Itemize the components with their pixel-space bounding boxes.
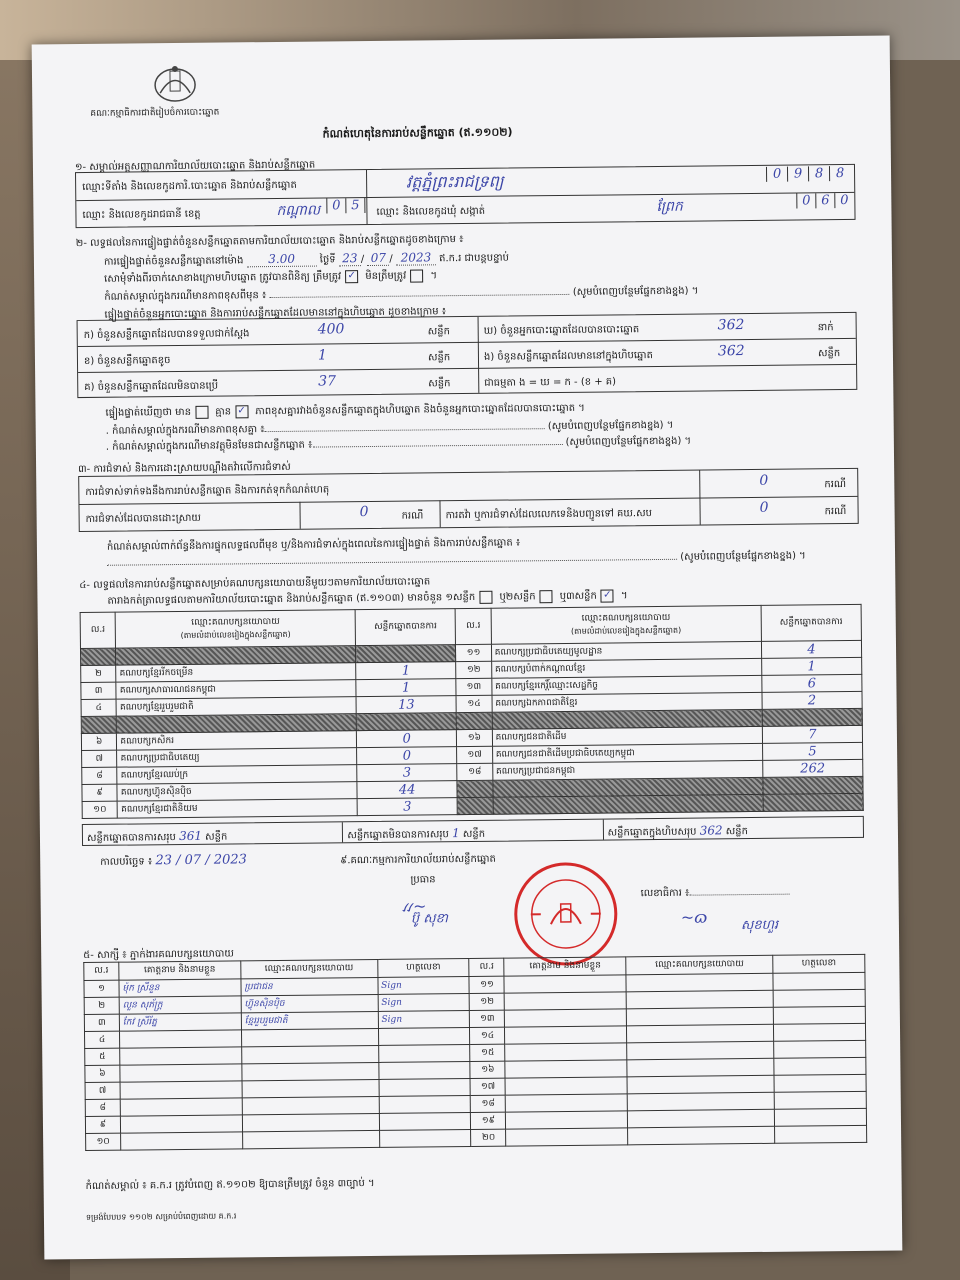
has-diff-checkbox[interactable] (195, 405, 208, 418)
witness-name (505, 1026, 627, 1044)
witness-party (242, 1079, 379, 1097)
row-number: ១៧ (457, 746, 493, 763)
shaded-cell (356, 645, 456, 663)
witness-party (242, 1130, 379, 1148)
witness-name (504, 975, 626, 993)
province-value: កណ្តាល (276, 202, 321, 219)
chair-name: ប៊ូ សុខា (410, 911, 449, 927)
count-table: ក) ចំនួនសន្លឹកឆ្នោតដែលបានទទួលជាក់ស្តែង 400 សន្លឹក ខ) ចំនួនសន្លឹកឆ្នោតខូច 1 សន្លឹក គ) ចំនួនសន្លឹកឆ្នោតដែលមិនបានប្រើ 37 សន្លឹក ឃ) ចំនួនអ្នកបោះឆ្នោតដែលបានបោះឆ្នោត 362 នាក់ ង) ចំនួនសន្លឹកឆ្នោតដែលមាននៅក្នុងហិបឆ្នោត 362 សន្លឹក ជាធម្មតា ង = ឃ = ក - (ខ + គ) (77, 312, 858, 398)
witness-name (120, 1098, 242, 1116)
total-invalid: 1 (451, 826, 460, 841)
voters-label: ឃ) ចំនួនអ្នកបោះឆ្នោតដែលបានបោះឆ្នោត (483, 324, 640, 337)
row-number: ២០ (471, 1129, 506, 1146)
witness-party (627, 1058, 774, 1077)
witness-party: ខ្មែររួបរួមជាតិ (241, 1011, 378, 1029)
unused-value: 37 (318, 373, 337, 390)
spoiled-value: 1 (317, 347, 327, 364)
row-number: ៤ (81, 699, 117, 716)
witness-signature (774, 1108, 866, 1126)
witness-party (242, 1062, 379, 1080)
row-number: ១០ (82, 801, 118, 818)
sheet-count-line: តារាងកត់ត្រាលទ្ធផលតាមការិយាល័យបោះឆ្នោត និងរាប់សន្លឹកឆ្នោត (ឥ.១១០៣) មានចំនួន ១សន្លឹក ឬ២សន្លឹក ឬ៣សន្លឹក ✓ ។ (107, 588, 628, 607)
witness-name (505, 1043, 627, 1061)
shaded-cell (457, 780, 493, 797)
witness-signature (774, 1057, 866, 1075)
vote-count: 3 (357, 764, 457, 782)
witness-signature: Sign (378, 993, 470, 1011)
formula: ជាធម្មតា ង = ឃ = ក - (ខ + គ) (484, 376, 617, 389)
witness-name: លួន សុភ័ក្ត្រ (119, 996, 241, 1014)
totals-row: សន្លឹកឆ្នោតបានការសរុប 361 សន្លឹក សន្លឹកឆ្នោតមិនបានការសរុប 1 សន្លឹក សន្លឹកឆ្នោតក្នុងហិបសរុប 362 សន្លឹក (82, 816, 864, 846)
objection-value: 0 (759, 472, 769, 489)
row-number: ១៧ (470, 1078, 505, 1095)
vote-count: 2 (762, 691, 862, 709)
royal-emblem-icon (150, 63, 200, 104)
witness-party (627, 1041, 774, 1060)
witness-name (121, 1132, 243, 1150)
row-number: ១០ (86, 1133, 121, 1150)
party-name: គណបក្សខ្មែរឈប់ក្រ (117, 765, 357, 785)
witness-table: ល.រ គោត្តនាម និងនាមខ្លួន ឈ្មោះគណបក្សនយោបាយ ហត្ថលេខា ល.រ គោត្តនាម និងនាមខ្លួន ឈ្មោះគណបក្សនយោបាយ ហត្ថលេខា ១ ម៉ុក ស្រីនួន ប្រជាជន Sign ១១ ២ លួន សុភ័ក្ត្រ ហ៊្វុនស៊ិនប៉ិច Sign ១២ ៣ កែវ ស្រីរ័ត្ន ខ្មែររួបរួមជាតិ Sign ១៣ ៤ ១៤ ៥ ១៥ ៦ ១៦ ៧ ១៧ ៨ ១៨ ៩ ១៩ ១០ ២០ (83, 954, 867, 1151)
row-number: ១២ (470, 993, 505, 1010)
official-stamp (510, 858, 621, 969)
vote-count: 3 (357, 798, 457, 816)
row-number: ១៥ (470, 1044, 505, 1061)
vote-count: 4 (761, 640, 861, 658)
verify-time-line: ការផ្ទៀងផ្ទាត់ចំនួនសន្លឹកឆ្នោតនៅម៉ោង 3.00 ថ្ងៃទី 23 / 07 / 2023 ឥ.ក.រ ជាបន្តបន្ទាប់ (103, 250, 510, 268)
committee-label: ៩.គណៈកម្មការការិយាល័យរាប់សន្លឹកឆ្នោត (340, 853, 496, 867)
province-code: 0 5 (326, 198, 365, 213)
object-note: . កំណត់សម្គាល់ក្នុងករណីមានវត្ថុមិនមែនជាសន្លឹកឆ្នោត ៖ (សូមបំពេញបន្ថែមផ្នែកខាងខ្នង) ។ (105, 435, 692, 453)
shaded-cell (356, 713, 456, 731)
witness-signature (774, 1091, 866, 1109)
row-number: ១ (84, 980, 119, 997)
unused-label: គ) ចំនួនសន្លឹកឆ្នោតដែលមិនបានប្រើ (84, 380, 219, 393)
witness-name (506, 1128, 628, 1146)
row-number: ១១ (469, 976, 504, 993)
party-name: គណបក្សសាធារណជនកម្ពុជា (116, 680, 356, 700)
witness-name (505, 1009, 627, 1027)
witness-name (505, 1077, 627, 1095)
footer-note: កំណត់សម្គាល់ ៖ គ.ក.រ ត្រូវបំពេញ ឥ.១១០២ ឱ្យបានត្រឹមត្រូវ ចំនួន ៣ច្បាប់ ។ (85, 1177, 375, 1193)
section1-heading: ១- សម្គាល់អត្តសញ្ញាណការិយាល័យបោះឆ្នោត និងរាប់សន្លឹកឆ្នោត (74, 159, 316, 174)
seal-check-line: សោមុំទាំងពីរចាក់សោខាងក្រោមហិបឆ្នោត ត្រូវបានពិនិត្យ ត្រឹមត្រូវ ✓ មិនត្រឹមត្រូវ ។ (104, 269, 438, 285)
witness-name (119, 1030, 241, 1048)
party-name: គណបក្សឯកភាពជាតិខ្មែរ (492, 692, 762, 712)
note-line: កំណត់សម្គាល់ក្នុងករណីមានភាពខុសពីមុន ៖ (សូមបំពេញបន្ថែមផ្នែកខាងខ្នង) ។ (104, 285, 699, 303)
witness-party (241, 1045, 378, 1063)
seal-not-checkbox[interactable] (410, 269, 423, 282)
witness-name (120, 1064, 242, 1082)
row-number: ១៣ (456, 678, 492, 695)
secretary-label: លេខាធិការ ៖ (641, 885, 790, 902)
count-intro: ផ្ទៀងផ្ទាត់ចំនួនអ្នកបោះឆ្នោត និងការរាប់សន្លឹកឆ្នោតដែលមាននៅក្នុងហិបឆ្នោត ដូចខាងក្រោម ៖ (104, 306, 447, 321)
row-number: ៩ (85, 1116, 120, 1133)
secretary-name: សុខហួរ (740, 917, 779, 934)
objection-table: ការជំទាស់ទាក់ទងនឹងការរាប់សន្លឹកឆ្នោត និងការកត់ទុកកំណត់ហេតុ 0 ករណី ការជំទាស់ដែលបានដោះស្រាយ 0 ករណី ការតវ៉ា ឬការជំទាស់ដែលលេកទេនិងបញ្ជូនទៅ គឃ.សប 0 ករណី (78, 468, 859, 532)
witness-party (627, 1075, 774, 1094)
shaded-cell (81, 716, 117, 733)
results-table: ល.រ ឈ្មោះគណបក្សនយោបាយ (តាមលំដាប់លេខរៀងក្នុងសន្លឹកឆ្នោត) សន្លឹកឆ្នោតបានការ ល.រ ឈ្មោះគណបក្សនយោបាយ (តាមលំដាប់លេខរៀងក្នុងសន្លឹកឆ្នោត) សន្លឹកឆ្នោតបានការ ១១ គណបក្សប្រជាធិបតេយ្យមូលដ្ឋាន 4 ២ គណបក្សខ្មែររីកចម្រើន 1 ១២ គណបក្សបំពាក់កណ្តាលខ្មែរ 1 ៣ គណបក្សសាធារណជនកម្ពុជា 1 ១៣ គណបក្សខ្មែរកេរ្តិ៍ឈ្មោះសេដ្ឋកិច្ច 6 ៤ គណបក្សខ្មែររួបរួមជាតិ 13 ១៤ គណបក្សឯកភាពជាតិខ្មែរ 2 ៦ គណបក្សកសិករ 0 ១៦ គណបក្សជនជាតិដើម 7 ៧ គណបក្សប្រជាធិបតេយ្យ 0 ១៧ គណបក្សជនជាតិដើមប្រជាធិបតេយ្យកម្ពុជា 5 ៨ គណបក្សខ្មែរឈប់ក្រ 3 ១៨ គណបក្សប្រជាជនកម្ពុជា 262 ៩ គណបក្សហ៊្វុនស៊ិនប៉ិច 44 ១០ គណបក្សខ្មែរជាតិនិយម 3 (80, 604, 864, 819)
witness-signature (774, 1074, 866, 1092)
resolved-value: 0 (359, 504, 369, 521)
in-box-value: 362 (717, 343, 745, 360)
row-number: ៧ (85, 1082, 120, 1099)
row-number: ១៣ (470, 1010, 505, 1027)
party-name: គណបក្សជនជាតិដើមប្រជាធិបតេយ្យកម្ពុជា (492, 743, 762, 763)
row-number: ៩ (82, 784, 118, 801)
total-valid: 361 (178, 828, 202, 844)
witness-signature: Sign (378, 976, 470, 994)
in-box-label: ង) ចំនួនសន្លឹកឆ្នោតដែលមាននៅក្នុងហិបឆ្នោត (483, 350, 653, 363)
chair-signature: ꪵ~ (400, 896, 427, 916)
party-name: គណបក្សខ្មែរជាតិនិយម (117, 799, 357, 819)
section3-heading: ៣- ការជំទាស់ និងការដោះស្រាយបណ្តឹងតវ៉ាលើការជំទាស់ (78, 461, 291, 476)
org-name: គណៈកម្មាធិការជាតិរៀបចំការបោះឆ្នោត (90, 107, 220, 119)
signing-date: កាលបរិច្ឆេទ ៖ 23 / 07 / 2023 (100, 852, 247, 869)
election-form-paper (32, 36, 903, 1260)
shaded-cell (493, 794, 763, 814)
witness-party (627, 1092, 774, 1111)
diff-note: . កំណត់សម្គាល់ក្នុងករណីមានភាពខុសគ្នា ៖ (សូមបំពេញបន្ថែមផ្នែកខាងខ្នង) ។ (105, 419, 674, 437)
row-number: ៨ (85, 1099, 120, 1116)
witness-party (627, 1007, 774, 1026)
row-number: ៦ (85, 1065, 120, 1082)
witness-signature: Sign (378, 1010, 470, 1028)
total-in-box: 362 (699, 823, 723, 838)
witness-name: កែវ ស្រីរ័ត្ន (119, 1013, 241, 1031)
row-number: ៤ (85, 1031, 120, 1048)
party-name: គណបក្សខ្មែររួបរួមជាតិ (116, 697, 356, 717)
section3-note: កំណត់សម្គាល់ពាក់ព័ន្ធនឹងការផ្ទុកលទ្ធផលពីមុខ ឬ/និងការជំទាស់ក្នុងពេលនៃការផ្ទៀងផ្ទាត់ និងការរាប់សន្លឹកឆ្នោត ៖ (106, 537, 521, 553)
resolved-label: ការជំទាស់ដែលបានដោះស្រាយ (85, 512, 201, 525)
witness-signature (379, 1112, 471, 1130)
witness-party (242, 1113, 379, 1131)
party-name: គណបក្សជនជាតិដើម (492, 726, 762, 746)
party-name: គណបក្សខ្មែររីកចម្រើន (116, 663, 356, 683)
shaded-cell (80, 648, 116, 665)
witness-party: ហ៊្វុនស៊ិនប៉ិច (241, 994, 378, 1012)
party-name: គណបក្សបំពាក់កណ្តាលខ្មែរ (491, 658, 761, 678)
shaded-cell (763, 776, 863, 794)
section1-box (75, 164, 856, 228)
party-name: គណបក្សហ៊្វុនស៊ិនប៉ិច (117, 782, 357, 802)
row-number: ៧ (82, 750, 118, 767)
witness-party (628, 1126, 775, 1145)
witness-signature (378, 1061, 470, 1079)
row-number: ១៦ (457, 729, 493, 746)
row-number: ៣ (84, 1014, 119, 1031)
shaded-cell (457, 797, 493, 814)
row-number: ៥ (85, 1048, 120, 1065)
vote-count: 44 (357, 781, 457, 799)
party-name: គណបក្សប្រជាជនកម្ពុជា (492, 760, 762, 780)
vote-count: 1 (761, 657, 861, 675)
party-name: គណបក្សកសិករ (117, 731, 357, 751)
witness-name (505, 992, 627, 1010)
witness-signature (773, 989, 865, 1007)
commune-value: ព្រែក (656, 198, 683, 215)
row-number: ១១ (456, 644, 492, 661)
witness-signature (379, 1078, 471, 1096)
received-label: ក) ចំនួនសន្លឹកឆ្នោតដែលបានទទួលជាក់ស្តែង (83, 328, 250, 341)
forwarded-value: 0 (759, 499, 769, 516)
witness-party (628, 1109, 775, 1128)
objection-label: ការជំទាស់ទាក់ទងនឹងការរាប់សន្លឹកឆ្នោត និងការកត់ទុកកំណត់ហេតុ (85, 484, 330, 498)
witness-party: ប្រជាជន (241, 977, 378, 995)
section5-heading: ៥- សាក្សី ៖ ភ្នាក់ងារគណបក្សនយោបាយ (83, 948, 234, 962)
party-name: គណបក្សប្រជាធិបតេយ្យមូលដ្ឋាន (491, 641, 761, 661)
voters-value: 362 (717, 317, 745, 334)
vote-count: 5 (762, 742, 862, 760)
witness-name (506, 1094, 628, 1112)
witness-party (241, 1028, 378, 1046)
shaded-cell (762, 708, 862, 726)
party-name: គណបក្សប្រជាធិបតេយ្យ (117, 748, 357, 768)
footer-code: ទម្រង់បែបបទ ១១០២ សម្រាប់បំពេញដោយ គ.ក.រ (85, 1211, 237, 1223)
vote-count: 13 (356, 696, 456, 714)
location-value: វត្តភ្នំព្រះរាជទ្រព្យ (406, 171, 504, 192)
row-number: ២ (81, 665, 117, 682)
row-number: ១២ (456, 661, 492, 678)
witness-name: ម៉ុក ស្រីនួន (119, 979, 241, 997)
row-number: ៨ (82, 767, 118, 784)
witness-party (626, 973, 773, 992)
chair-label: ប្រធាន (410, 874, 436, 886)
location-label: ឈ្មោះទីតាំង និងលេខកូដការិ.បោះឆ្នោត និងរាប់សន្លឹកឆ្នោត (82, 179, 297, 194)
secretary-signature: ~ɷ (680, 907, 708, 927)
row-number: ១៦ (470, 1061, 505, 1078)
vote-count: 262 (763, 759, 863, 777)
spoiled-label: ខ) ចំនួនសន្លឹកឆ្នោតខូច (83, 355, 171, 367)
witness-signature (773, 1006, 865, 1024)
shaded-cell (763, 793, 863, 811)
row-number: ២ (84, 997, 119, 1014)
row-number: ៦ (81, 733, 117, 750)
vote-count: 0 (357, 747, 457, 765)
shaded-cell (456, 712, 492, 729)
province-label: ឈ្មោះ និងលេខកូដរាជធានី ខេត្ត (82, 208, 201, 222)
witness-name (120, 1115, 242, 1133)
row-number: ១៨ (471, 1095, 506, 1112)
witness-party (627, 1024, 774, 1043)
party-name: គណបក្សខ្មែរកេរ្តិ៍ឈ្មោះសេដ្ឋកិច្ច (492, 675, 762, 695)
witness-name (505, 1060, 627, 1078)
witness-signature (378, 1044, 470, 1062)
witness-name (120, 1047, 242, 1065)
witness-signature (378, 1027, 470, 1045)
vote-count: 1 (356, 662, 456, 680)
no-diff-checkbox[interactable]: ✓ (235, 405, 248, 418)
witness-name (120, 1081, 242, 1099)
witness-name (506, 1111, 628, 1129)
received-value: 400 (317, 321, 345, 338)
seal-ok-checkbox[interactable]: ✓ (345, 270, 358, 283)
witness-signature (775, 1125, 867, 1143)
section2-heading: ២- លទ្ធផលនៃការផ្ទៀងផ្ទាត់ចំនួនសន្លឹកឆ្នោតតាមការិយាល័យបោះឆ្នោត និងរាប់សន្លឹកឆ្នោតដូចខាងក្រោម ៖ (75, 234, 464, 250)
section4-heading: ៤- លទ្ធផលនៃការរាប់សន្លឹកឆ្នោតសម្រាប់គណបក្សនយោបាយនីមួយៗតាមការិយាល័យបោះឆ្នោត (79, 576, 431, 592)
compare-line: ផ្ទៀងផ្ទាត់ឃើញថា មាន គ្មាន ✓ ភាពខុសគ្នារវាងចំនួនសន្លឹកឆ្នោតក្នុងហិបឆ្នោត និងចំនួនអ្នកបោះឆ្នោតដែលបានបោះឆ្នោត ។ (105, 402, 585, 419)
witness-signature (774, 1040, 866, 1058)
witness-signature (774, 1023, 866, 1041)
row-number: ១៩ (471, 1112, 506, 1129)
location-code: 0 9 8 8 (766, 166, 850, 182)
vote-count: 0 (357, 730, 457, 748)
forwarded-label: ការតវ៉ា ឬការជំទាស់ដែលលេកទេនិងបញ្ជូនទៅ គឃ.សប (445, 508, 652, 522)
three-sheet-checkbox[interactable]: ✓ (601, 589, 614, 602)
commune-label: ឈ្មោះ និងលេខកូដឃុំ សង្កាត់ (376, 205, 486, 218)
witness-signature (379, 1095, 471, 1113)
section3-hint-line: (សូមបំពេញបន្ថែមផ្នែកខាងខ្នង) ។ (107, 548, 806, 570)
row-number: ១៤ (456, 695, 492, 712)
row-number: ៣ (81, 682, 117, 699)
form-title: កំណត់ហេតុនៃការរាប់សន្លឹកឆ្នោត (ឥ.១១០២) (322, 125, 513, 141)
vote-count: 1 (356, 679, 456, 697)
one-sheet-checkbox[interactable] (479, 590, 492, 603)
witness-signature (773, 972, 865, 990)
vote-count: 6 (762, 674, 862, 692)
two-sheet-checkbox[interactable] (539, 590, 552, 603)
row-number: ១៨ (457, 763, 493, 780)
witness-signature (379, 1129, 471, 1147)
row-number: ១៤ (470, 1027, 505, 1044)
commune-code: 0 6 0 (796, 193, 853, 209)
vote-count: 7 (762, 725, 862, 743)
witness-party (242, 1096, 379, 1114)
witness-party (626, 990, 773, 1009)
